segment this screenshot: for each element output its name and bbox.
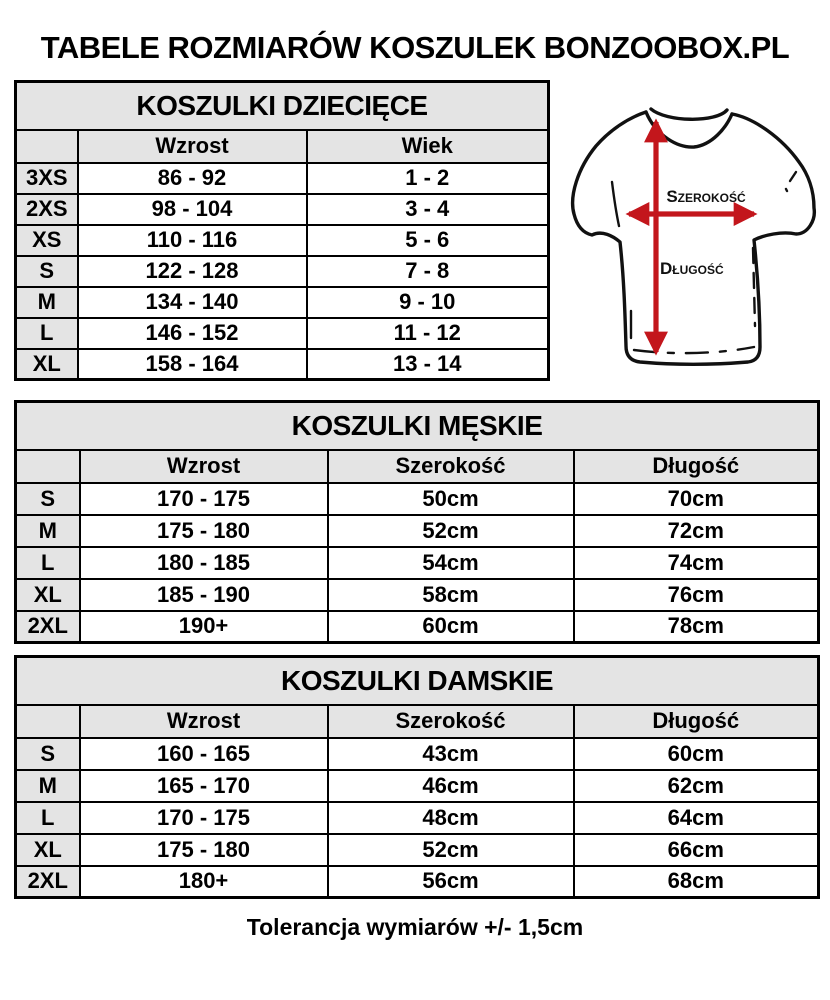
- tshirt-outline-icon: [573, 109, 815, 364]
- men-size-table: [14, 400, 820, 644]
- height-cell: 190+: [80, 611, 328, 643]
- col-header-height: Wzrost: [78, 130, 307, 163]
- table-row: [16, 515, 819, 547]
- col-header-size: [16, 130, 78, 163]
- width-cell: 43cm: [328, 738, 574, 770]
- table-row: [16, 834, 819, 866]
- table-row: [16, 579, 819, 611]
- height-cell: 170 - 175: [80, 483, 328, 515]
- size-cell: 2XL: [16, 611, 80, 643]
- size-cell: M: [16, 515, 80, 547]
- table-row: [16, 738, 819, 770]
- age-cell: 5 - 6: [307, 225, 549, 256]
- size-cell: XS: [16, 225, 78, 256]
- tshirt-measurement-diagram: [568, 86, 830, 389]
- age-cell: 11 - 12: [307, 318, 549, 349]
- length-cell: 72cm: [574, 515, 819, 547]
- size-cell: XL: [16, 834, 80, 866]
- table-header-row: [16, 130, 549, 163]
- table-row: [16, 547, 819, 579]
- size-cell: 2XS: [16, 194, 78, 225]
- col-header-width: Szerokość: [328, 705, 574, 738]
- col-header-length: Długość: [574, 450, 819, 483]
- table-row: [16, 318, 549, 349]
- length-cell: 68cm: [574, 866, 819, 898]
- height-cell: 110 - 116: [78, 225, 307, 256]
- height-cell: 158 - 164: [78, 349, 307, 380]
- size-cell: XL: [16, 349, 78, 380]
- width-label: Szerokość: [666, 187, 746, 206]
- size-cell: S: [16, 738, 80, 770]
- size-cell: XL: [16, 579, 80, 611]
- height-cell: 170 - 175: [80, 802, 328, 834]
- height-cell: 185 - 190: [80, 579, 328, 611]
- length-cell: 70cm: [574, 483, 819, 515]
- table-title-row: [16, 657, 819, 705]
- table-row: [16, 225, 549, 256]
- height-cell: 175 - 180: [80, 515, 328, 547]
- col-header-size: [16, 705, 80, 738]
- height-cell: 165 - 170: [80, 770, 328, 802]
- height-cell: 122 - 128: [78, 256, 307, 287]
- col-header-height: Wzrost: [80, 450, 328, 483]
- height-cell: 160 - 165: [80, 738, 328, 770]
- height-cell: 86 - 92: [78, 163, 307, 194]
- size-cell: L: [16, 318, 78, 349]
- size-cell: S: [16, 483, 80, 515]
- age-cell: 7 - 8: [307, 256, 549, 287]
- col-header-age: Wiek: [307, 130, 549, 163]
- size-cell: L: [16, 547, 80, 579]
- table-row: [16, 483, 819, 515]
- size-cell: L: [16, 802, 80, 834]
- width-cell: 50cm: [328, 483, 574, 515]
- table-row: [16, 256, 549, 287]
- size-cell: M: [16, 770, 80, 802]
- table-row: [16, 349, 549, 380]
- table-row: [16, 866, 819, 898]
- kids-size-table: [14, 80, 550, 381]
- length-cell: 76cm: [574, 579, 819, 611]
- width-cell: 54cm: [328, 547, 574, 579]
- col-header-width: Szerokość: [328, 450, 574, 483]
- kids-table-title: KOSZULKI DZIECIĘCE: [16, 82, 549, 130]
- size-cell: S: [16, 256, 78, 287]
- height-cell: 98 - 104: [78, 194, 307, 225]
- length-cell: 62cm: [574, 770, 819, 802]
- col-header-length: Długość: [574, 705, 819, 738]
- age-cell: 9 - 10: [307, 287, 549, 318]
- tolerance-note: Tolerancja wymiarów +/- 1,5cm: [246, 914, 584, 940]
- women-table-title: KOSZULKI DAMSKIE: [16, 657, 819, 705]
- size-cell: M: [16, 287, 78, 318]
- page-title: TABELE ROZMIARÓW KOSZULEK BONZOOBOX.PL: [40, 30, 790, 65]
- width-cell: 58cm: [328, 579, 574, 611]
- length-cell: 66cm: [574, 834, 819, 866]
- length-cell: 64cm: [574, 802, 819, 834]
- length-cell: 78cm: [574, 611, 819, 643]
- height-cell: 134 - 140: [78, 287, 307, 318]
- col-header-size: [16, 450, 80, 483]
- size-cell: 3XS: [16, 163, 78, 194]
- table-row: [16, 287, 549, 318]
- length-cell: 74cm: [574, 547, 819, 579]
- height-cell: 175 - 180: [80, 834, 328, 866]
- height-cell: 180+: [80, 866, 328, 898]
- width-cell: 52cm: [328, 834, 574, 866]
- width-cell: 52cm: [328, 515, 574, 547]
- col-header-height: Wzrost: [80, 705, 328, 738]
- width-cell: 46cm: [328, 770, 574, 802]
- table-row: [16, 163, 549, 194]
- height-cell: 180 - 185: [80, 547, 328, 579]
- table-row: [16, 194, 549, 225]
- width-cell: 48cm: [328, 802, 574, 834]
- width-cell: 56cm: [328, 866, 574, 898]
- table-row: [16, 802, 819, 834]
- length-label: Długość: [660, 259, 724, 278]
- women-size-table: [14, 655, 820, 899]
- table-row: [16, 611, 819, 643]
- table-row: [16, 770, 819, 802]
- measurement-arrows: [629, 122, 754, 352]
- table-title-row: [16, 82, 549, 130]
- length-cell: 60cm: [574, 738, 819, 770]
- table-header-row: [16, 705, 819, 738]
- tshirt-illustration: [568, 86, 830, 384]
- age-cell: 3 - 4: [307, 194, 549, 225]
- age-cell: 1 - 2: [307, 163, 549, 194]
- height-cell: 146 - 152: [78, 318, 307, 349]
- size-cell: 2XL: [16, 866, 80, 898]
- age-cell: 13 - 14: [307, 349, 549, 380]
- men-table-title: KOSZULKI MĘSKIE: [16, 402, 819, 450]
- table-header-row: [16, 450, 819, 483]
- width-cell: 60cm: [328, 611, 574, 643]
- top-section: [14, 80, 830, 389]
- table-title-row: [16, 402, 819, 450]
